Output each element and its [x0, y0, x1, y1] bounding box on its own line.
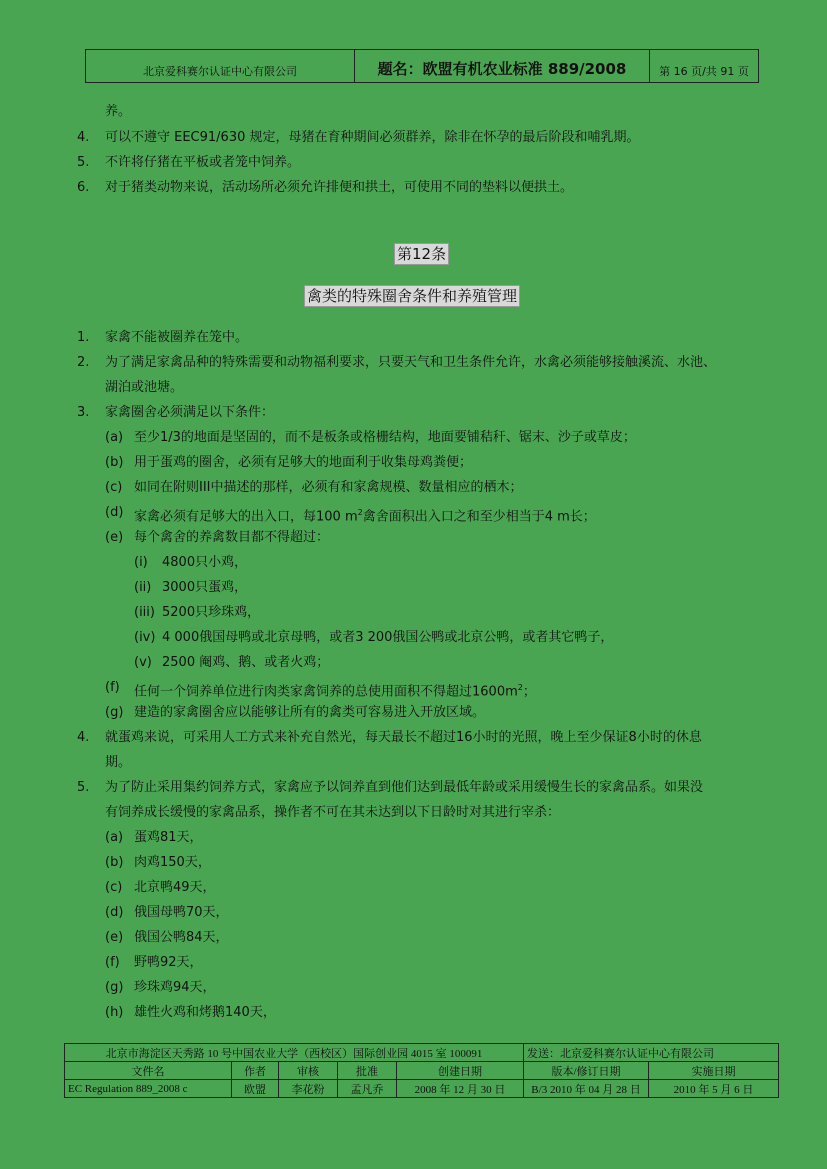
superscript: 2: [357, 508, 363, 517]
item-text: 湖泊或池塘。: [105, 380, 184, 395]
subitem-label: (d): [105, 905, 124, 920]
footer-filename: EC Regulation 889_2008 c: [65, 1080, 232, 1098]
subitem-text-before: 家禽必须有足够大的出入口，每100 m: [134, 509, 358, 525]
subitem-text: [134, 679, 536, 701]
subsubitem-label: (ii): [134, 580, 152, 595]
subitem-text: 蛋鸡81天，: [134, 830, 203, 845]
subsubitem-text: 4 000俄国母鸭或北京母鸭，或者3 200俄国公鸭或北京公鸭，或者其它鸭子，: [162, 630, 614, 645]
subitem-label: (a): [105, 430, 124, 445]
subsubitem-label: (iv): [134, 630, 156, 645]
subitem-label: (e): [105, 930, 124, 945]
subitem-label: (d): [105, 505, 124, 520]
item-text: 为了满足家禽品种的特殊需要和动物福利要求，只要天气和卫生条件允许，水禽必须能够接触溪流、水池、: [105, 355, 717, 370]
subitem-label: (b): [105, 455, 124, 470]
superscript: 2: [517, 683, 523, 692]
pre-item-text: 可以不遵守 EEC91/630 规定，母猪在育种期间必须群养，除非在怀孕的最后阶段和哺乳期。: [105, 130, 640, 145]
item-text: 有饲养成长缓慢的家禽品系，操作者不可在其未达到以下日龄时对其进行宰杀：: [105, 805, 561, 820]
subsubitem-label: (i): [134, 555, 148, 570]
footer-header-revision: 版本/修订日期: [524, 1062, 649, 1080]
pre-item-number: 5.: [77, 155, 90, 170]
subitem-text: 珍珠鸡94天，: [134, 980, 216, 995]
pre-item-text: 对于猪类动物来说，活动场所必须允许排便和拱土，可使用不同的垫料以便拱土。: [105, 180, 574, 195]
header-company: 北京爱科赛尔认证中心有限公司: [86, 50, 355, 83]
subitem-label: (a): [105, 830, 124, 845]
subitem-text-after: ；: [522, 684, 536, 700]
pre-item-number: 6.: [77, 180, 90, 195]
subitem-label: (f): [105, 680, 120, 695]
item-text: 期。: [105, 755, 132, 770]
item-text: 家禽圈舍必须满足以下条件：: [105, 405, 275, 420]
footer-header-review: 审核: [279, 1062, 338, 1080]
subitem-text: 俄国公鸭84天，: [134, 930, 229, 945]
subitem-label: (g): [105, 705, 124, 720]
item-number: 2.: [77, 355, 90, 370]
subitem-label: (g): [105, 980, 124, 995]
subitem-label: (e): [105, 530, 124, 545]
subsubitem-text: 2500 阉鸡、鹅、或者火鸡；: [162, 655, 330, 670]
subitem-text: [134, 504, 596, 526]
subitem-label: (c): [105, 480, 123, 495]
subitem-text: 北京鸭49天，: [134, 880, 216, 895]
item-text: 就蛋鸡来说，可采用人工方式来补充自然光，每天最长不超过16小时的光照，晚上至少保证8小时的休息: [105, 730, 702, 745]
footer-header-author: 作者: [232, 1062, 279, 1080]
footer-address: 北京市海淀区天秀路 10 号中国农业大学（西校区）国际创业园 4015 室 100091: [65, 1044, 524, 1062]
pre-item-text: 养。: [105, 104, 132, 119]
subitem-text-before: 任何一个饲养单位进行肉类家禽饲养的总使用面积不得超过1600m: [134, 684, 518, 700]
item-number: 3.: [77, 405, 90, 420]
subitem-text: 每个禽舍的养禽数目都不得超过：: [134, 530, 330, 545]
subsubitem-text: 4800只小鸡，: [162, 555, 248, 570]
subitem-label: (f): [105, 955, 120, 970]
footer-approver: 孟凡乔: [338, 1080, 397, 1098]
subitem-label: (h): [105, 1005, 124, 1020]
subsubitem-label: (v): [134, 655, 152, 670]
subitem-text: 如同在附则III中描述的那样，必须有和家禽规模、数量相应的栖木；: [134, 480, 523, 495]
footer-revision-date: B/3 2010 年 04 月 28 日: [524, 1080, 649, 1098]
subsubitem-text: 3000只蛋鸡，: [162, 580, 248, 595]
footer-author: 欧盟: [232, 1080, 279, 1098]
footer-header-approve: 批准: [338, 1062, 397, 1080]
subitem-text-after: 禽舍面积出入口之和至少相当于4 m长；: [362, 509, 596, 525]
subitem-text: 建造的家禽圈舍应以能够让所有的禽类可容易进入开放区域。: [134, 705, 486, 720]
footer-header-created: 创建日期: [397, 1062, 524, 1080]
subsubitem-label: (iii): [134, 605, 155, 620]
item-text: 家禽不能被圈养在笼中。: [105, 330, 249, 345]
footer-sent-to: 发送：北京爱科赛尔认证中心有限公司: [524, 1044, 779, 1062]
pre-item-text: 不许将仔猪在平板或者笼中饲养。: [105, 155, 301, 170]
subitem-text: 用于蛋鸡的圈舍，必须有足够大的地面利于收集母鸡粪便；: [134, 455, 473, 470]
subitem-text: 俄国母鸭70天，: [134, 905, 229, 920]
item-number: 4.: [77, 730, 90, 745]
header-page-number: 第 16 页/共 91 页: [650, 50, 759, 83]
subitem-text: 肉鸡150天，: [134, 855, 211, 870]
footer-header-effective: 实施日期: [649, 1062, 779, 1080]
item-number: 1.: [77, 330, 90, 345]
pre-item-number: 4.: [77, 130, 90, 145]
subitem-label: (b): [105, 855, 124, 870]
subitem-text: 野鸭92天，: [134, 955, 203, 970]
page-header: [85, 49, 759, 83]
header-title: 题名：欧盟有机农业标准 889/2008: [355, 50, 650, 83]
item-text: 为了防止采用集约饲养方式，家禽应予以饲养直到他们达到最低年龄或采用缓慢生长的家禽品系。如果没: [105, 780, 704, 795]
footer-effective-date: 2010 年 5 月 6 日: [649, 1080, 779, 1098]
footer-header-filename: 文件名: [65, 1062, 232, 1080]
footer-created-date: 2008 年 12 月 30 日: [397, 1080, 524, 1098]
footer-reviewer: 李花粉: [279, 1080, 338, 1098]
article-title: 禽类的特殊圈舍条件和养殖管理: [304, 285, 520, 307]
article-number: 第12条: [394, 243, 449, 265]
page-footer: [64, 1043, 779, 1098]
subitem-text: 雄性火鸡和烤鹅140天，: [134, 1005, 276, 1020]
subitem-label: (c): [105, 880, 123, 895]
subsubitem-text: 5200只珍珠鸡，: [162, 605, 261, 620]
subitem-text: 至少1/3的地面是坚固的，而不是板条或格栅结构，地面要铺秸秆、锯末、沙子或草皮；: [134, 430, 636, 445]
item-number: 5.: [77, 780, 90, 795]
